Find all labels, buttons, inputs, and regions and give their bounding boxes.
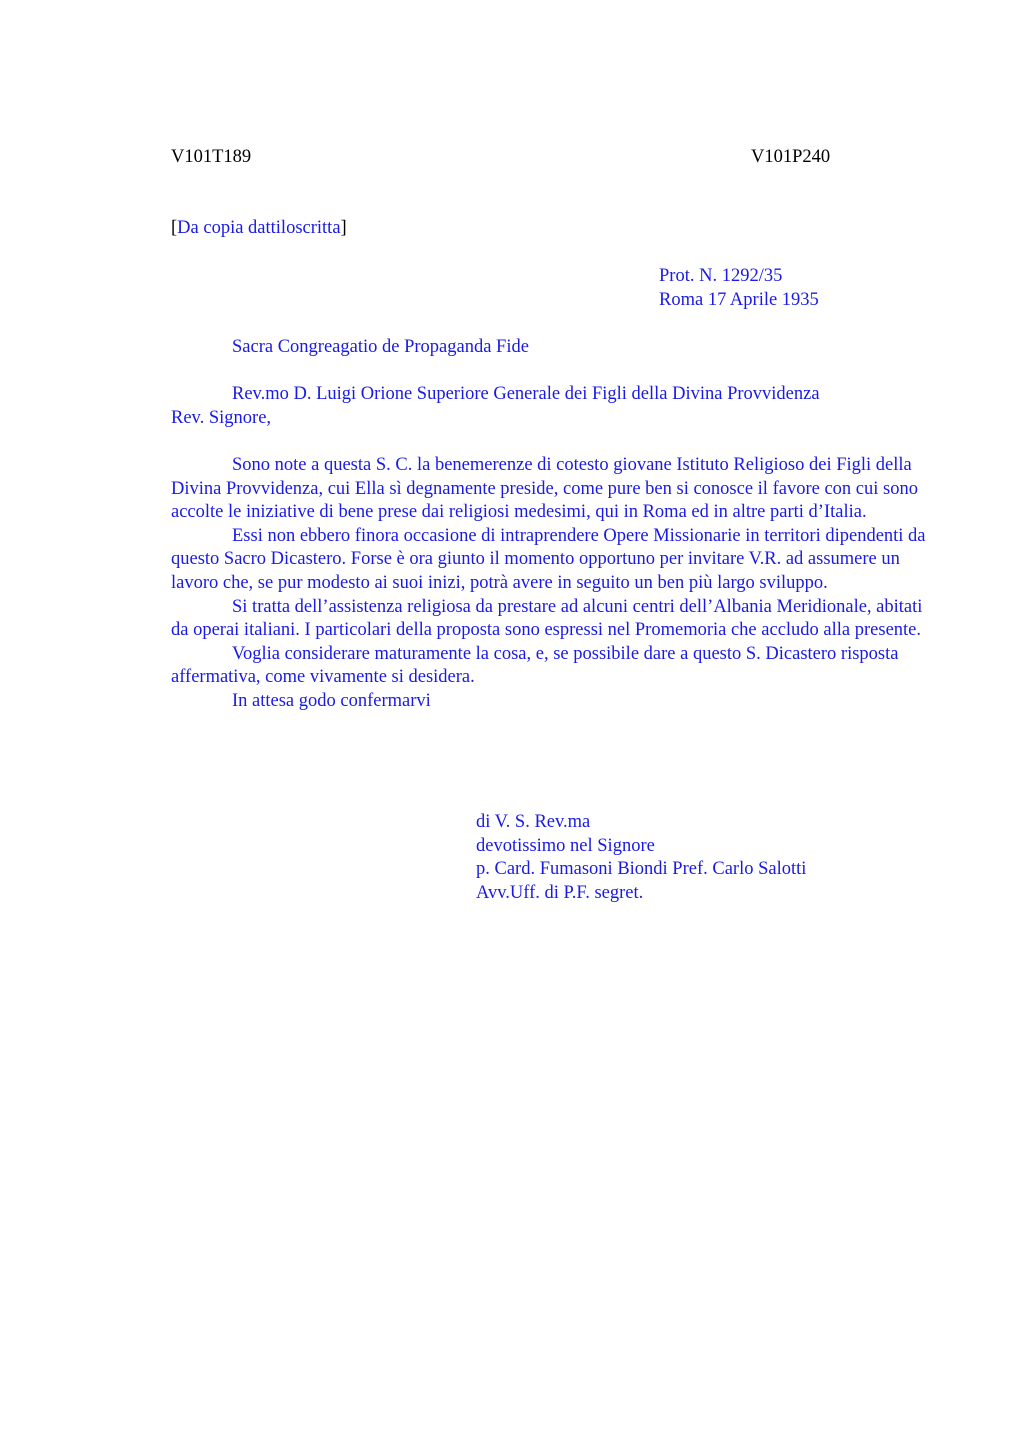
letter-paragraph: Si tratta dell’assistenza religiosa da prestare ad alcuni centri dell’Albania Meridionale, abitati da operai italiani. I particolari della proposta sono espressi nel Promemoria che accludo alla presente. [171,596,923,641]
letter-addressee: Rev.mo D. Luigi Orione Superiore Generale dei Figli della Divina Provvidenza [232,384,820,405]
source-note [171,217,347,241]
protocol-block [659,265,819,312]
header-right-code: V101P240 [751,147,831,167]
signature-line: p. Card. Fumasoni Biondi Pref. Carlo Salotti [476,859,807,880]
header-left-code: V101T189 [171,147,252,167]
spacer [171,430,931,454]
letter-salutation: Rev. Signore, [171,407,272,428]
signature-line: Avv.Uff. di P.F. segret. [476,882,644,903]
source-note-open-bracket: [ [171,218,178,238]
signature-block [476,811,806,905]
spacer [171,360,931,384]
protocol-number: Prot. N. 1292/35 [659,266,783,286]
letter-body [171,336,931,714]
letter-closing: In attesa godo confermarvi [232,690,431,711]
source-note-close-bracket: ] [340,218,347,238]
letter-paragraph: Voglia considerare maturamente la cosa, e, se possibile dare a questo S. Dicastero risposta affermativa, come vivamente si desidera. [171,643,899,688]
protocol-place-date: Roma 17 Aprile 1935 [659,289,819,310]
signature-line: di V. S. Rev.ma [476,812,591,832]
signature-line: devotissimo nel Signore [476,835,655,856]
letter-paragraph: Essi non ebbero finora occasione di intraprendere Opere Missionarie in territori dipendenti da questo Sacro Dicastero. Forse è ora giunto il momento opportuno per invitare V.R. ad assumere un lavoro che, se pur modesto ai suoi inizi, potrà avere in seguito un ben più largo sviluppo. [171,525,926,593]
letter-sender: Sacra Congreagatio de Propaganda Fide [232,337,529,357]
source-note-text: Da copia dattiloscritta [177,218,341,238]
letter-paragraph: Sono note a questa S. C. la benemerenze di cotesto giovane Istituto Religioso dei Figli della Divina Provvidenza, cui Ella sì degnamente preside, come pure ben si conosce il favore con cui sono accolte le iniziative di bene prese dai religiosi medesimi, qui in Roma ed in altre parti d’Italia. [171,454,918,523]
